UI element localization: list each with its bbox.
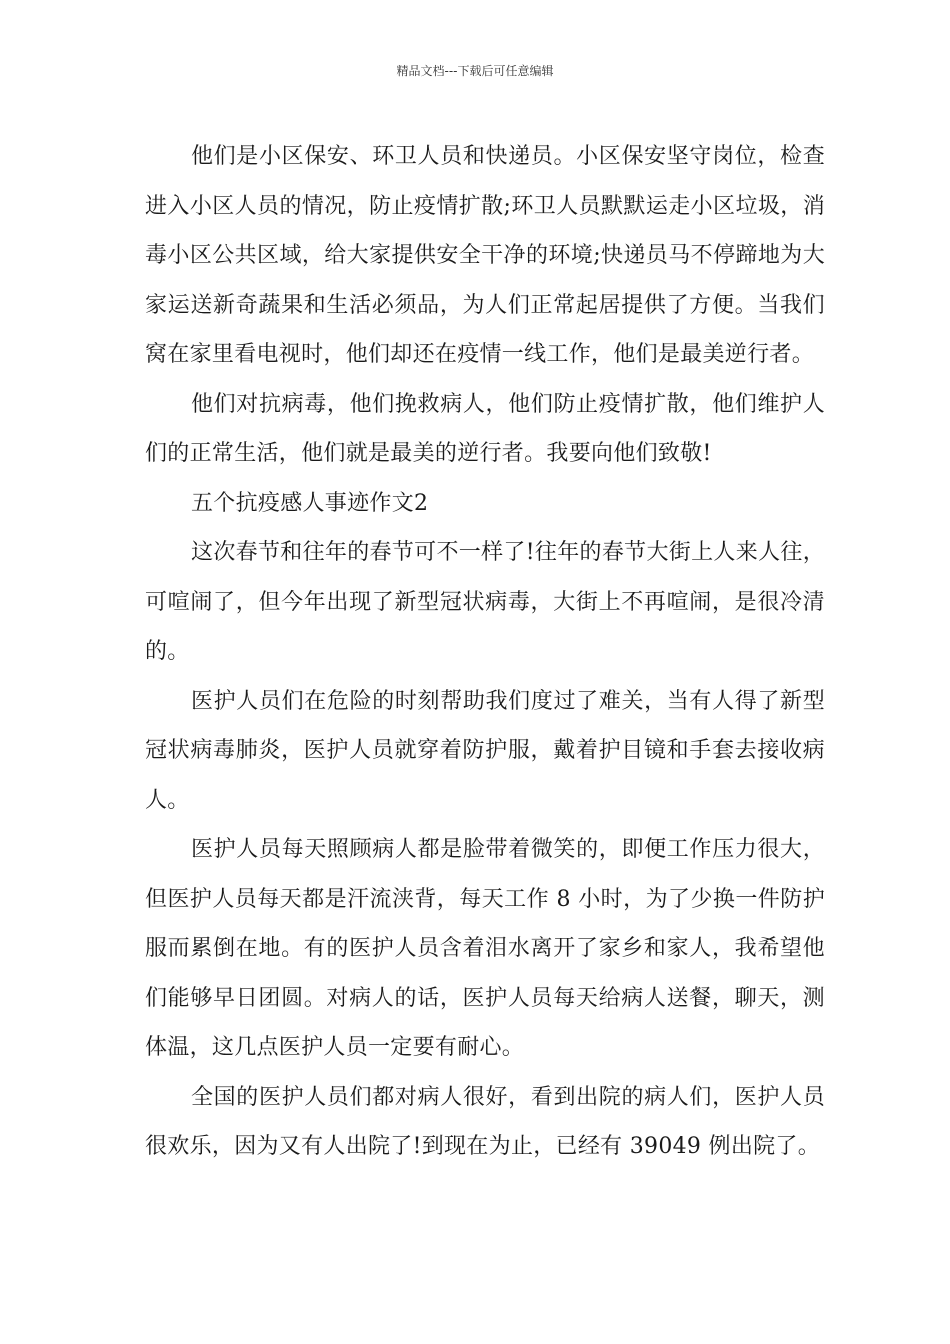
paragraph-6: 全国的医护人员们都对病人很好，看到出院的病人们，医护人员很欢乐，因为又有人出院了!到现在为止，已经有 39049 例出院了。 <box>145 1084 825 1159</box>
page-header: 精品文档---下载后可任意编辑 <box>396 64 554 78</box>
paragraph-2: 他们对抗病毒，他们挽救病人，他们防止疫情扩散，他们维护人们的正常生活，他们就是最美的逆行者。我要向他们致敬! <box>145 391 825 466</box>
document-body <box>145 132 825 1172</box>
paragraph-5: 医护人员每天照顾病人都是脸带着微笑的，即便工作压力很大，但医护人员每天都是汗流浃背，每天工作 8 小时，为了少换一件防护服而累倒在地。有的医护人员含着泪水离开了家乡和家人，我希望他们能够早日团圆。对病人的话，医护人员每天给病人送餐，聊天，测体温，这几点医护人员一定要有耐心。 <box>145 837 825 1060</box>
section-heading: 五个抗疫感人事迹作文2 <box>191 490 429 516</box>
paragraph-3: 这次春节和往年的春节可不一样了!往年的春节大街上人来人往，可喧闹了，但今年出现了新型冠状病毒，大街上不再喧闹，是很冷清的。 <box>145 540 825 664</box>
paragraph-4: 医护人员们在危险的时刻帮助我们度过了难关，当有人得了新型冠状病毒肺炎，医护人员就穿着防护服，戴着护目镜和手套去接收病人。 <box>145 688 825 813</box>
paragraph-1: 他们是小区保安、环卫人员和快递员。小区保安坚守岗位，检查进入小区人员的情况，防止疫情扩散;环卫人员默默运走小区垃圾，消毒小区公共区域，给大家提供安全干净的环境;快递员马不停蹄地为大家运送新奇蔬果和生活必须品，为人们正常起居提供了方便。当我们窝在家里看电视时，他们却还在疫情一线工作，他们是最美逆行者。 <box>145 144 825 367</box>
